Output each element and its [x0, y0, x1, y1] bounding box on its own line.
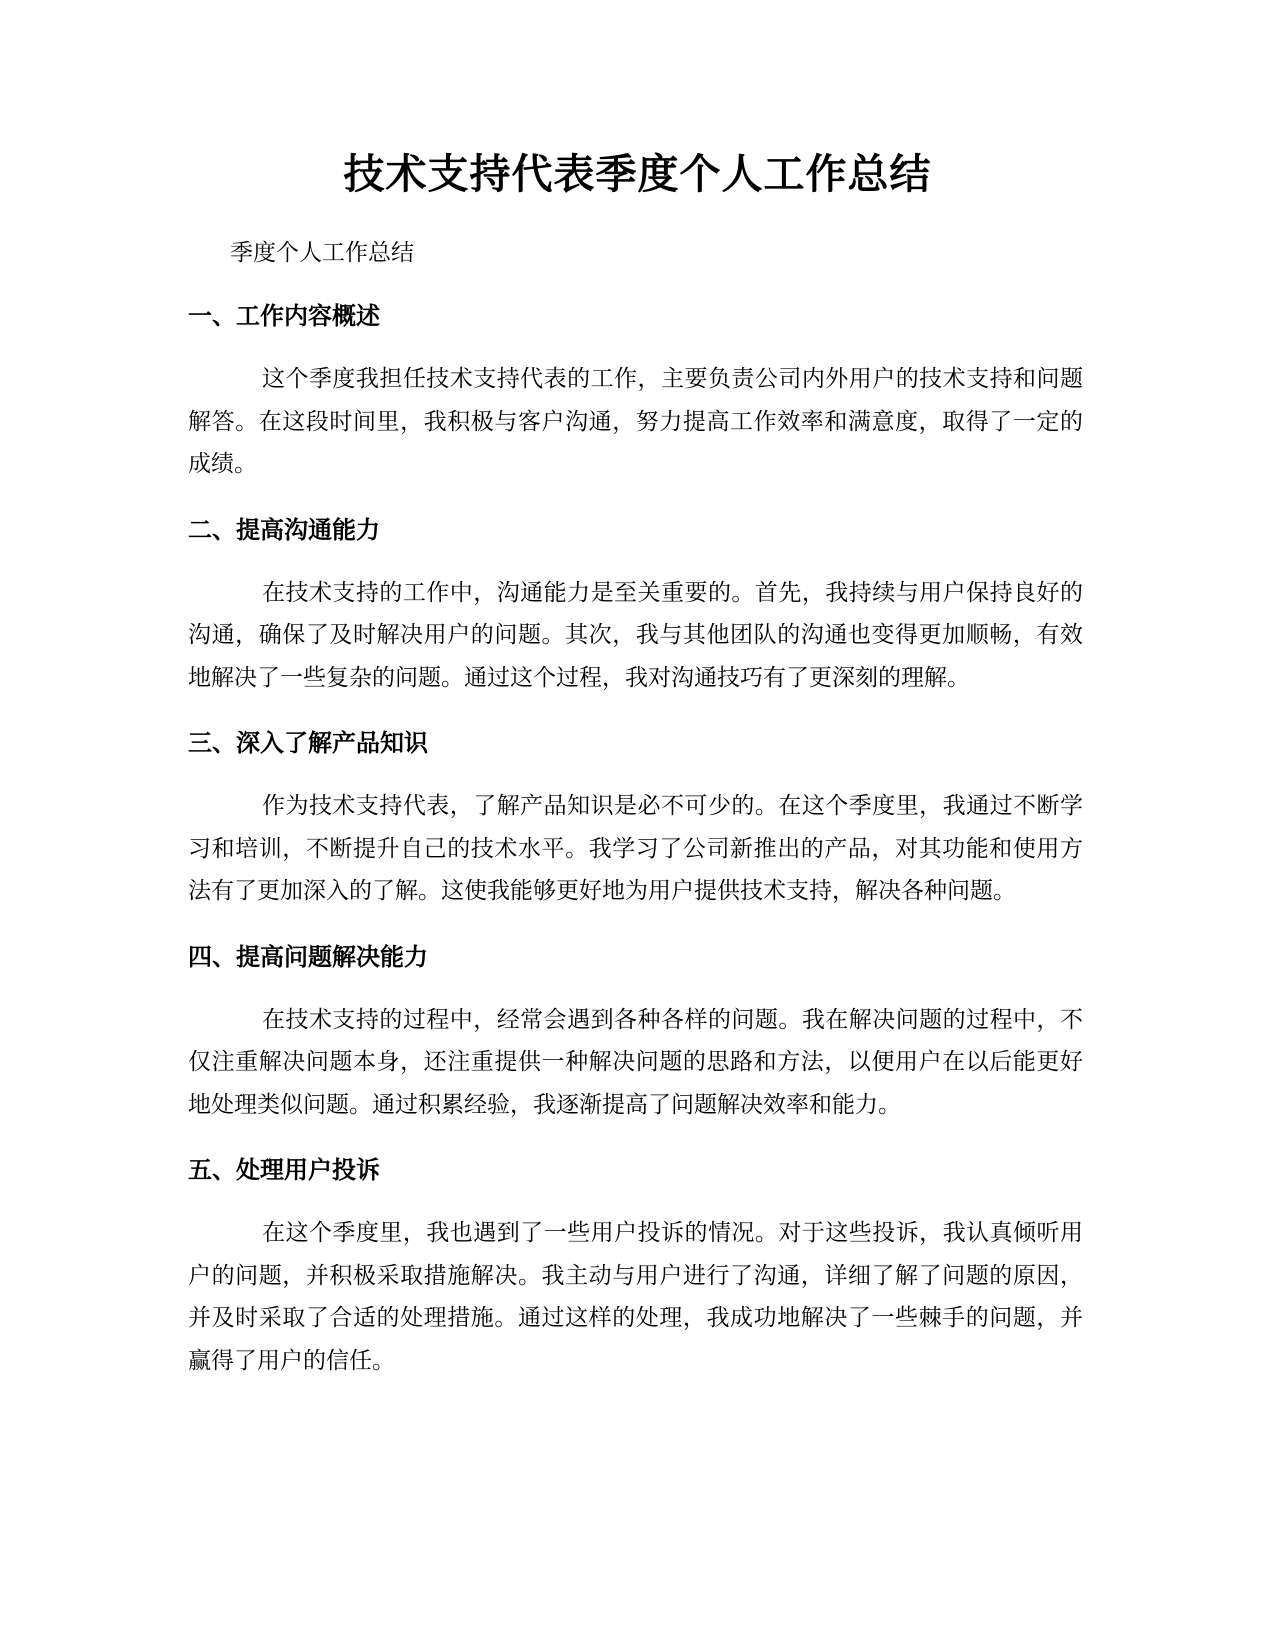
document-content [188, 300, 1083, 1410]
section-heading: 四、提高问题解决能力 [188, 942, 428, 971]
section [188, 514, 1083, 700]
section [188, 300, 1083, 486]
section-heading: 五、处理用户投诉 [188, 1156, 380, 1184]
section-heading: 一、工作内容概述 [188, 302, 380, 330]
section-heading: 二、提高沟通能力 [188, 515, 380, 544]
document-title: 技术支持代表季度个人工作总结 [343, 150, 932, 198]
section-paragraph: 在这个季度里，我也遇到了一些用户投诉的情况。对于这些投诉，我认真倾听用户的问题，并积极采取措施解决。我主动与用户进行了沟通，详细了解了问题的原因，并及时采取了合适的处理措施。通过这样的处理，我成功地解决了一些棘手的问题，并赢得了用户的信任。 [188, 1220, 1083, 1374]
section-paragraph: 作为技术支持代表，了解产品知识是必不可少的。在这个季度里，我通过不断学习和培训，不断提升自己的技术水平。我学习了公司新推出的产品，对其功能和使用方法有了更加深入的了解。这使我能够更好地为用户提供技术支持，解决各种问题。 [188, 793, 1083, 904]
section-paragraph: 在技术支持的工作中，沟通能力是至关重要的。首先，我持续与用户保持良好的沟通，确保了及时解决用户的问题。其次，我与其他团队的沟通也变得更加顺畅，有效地解决了一些复杂的问题。通过这个过程，我对沟通技巧有了更深刻的理解。 [188, 579, 1083, 691]
document-subtitle: 季度个人工作总结 [230, 240, 414, 266]
section-paragraph: 在技术支持的过程中，经常会遇到各种各样的问题。我在解决问题的过程中，不仅注重解决问题本身，还注重提供一种解决问题的思路和方法，以便用户在以后能更好地处理类似问题。通过积累经验，我逐渐提高了问题解决效率和能力。 [188, 1006, 1083, 1118]
section-heading: 三、深入了解产品知识 [188, 729, 428, 757]
section [188, 727, 1083, 913]
section [188, 1154, 1083, 1382]
section [188, 941, 1083, 1127]
section-paragraph: 这个季度我担任技术支持代表的工作，主要负责公司内外用户的技术支持和问题解答。在这段时间里，我积极与客户沟通，努力提高工作效率和满意度，取得了一定的成绩。 [188, 366, 1083, 477]
